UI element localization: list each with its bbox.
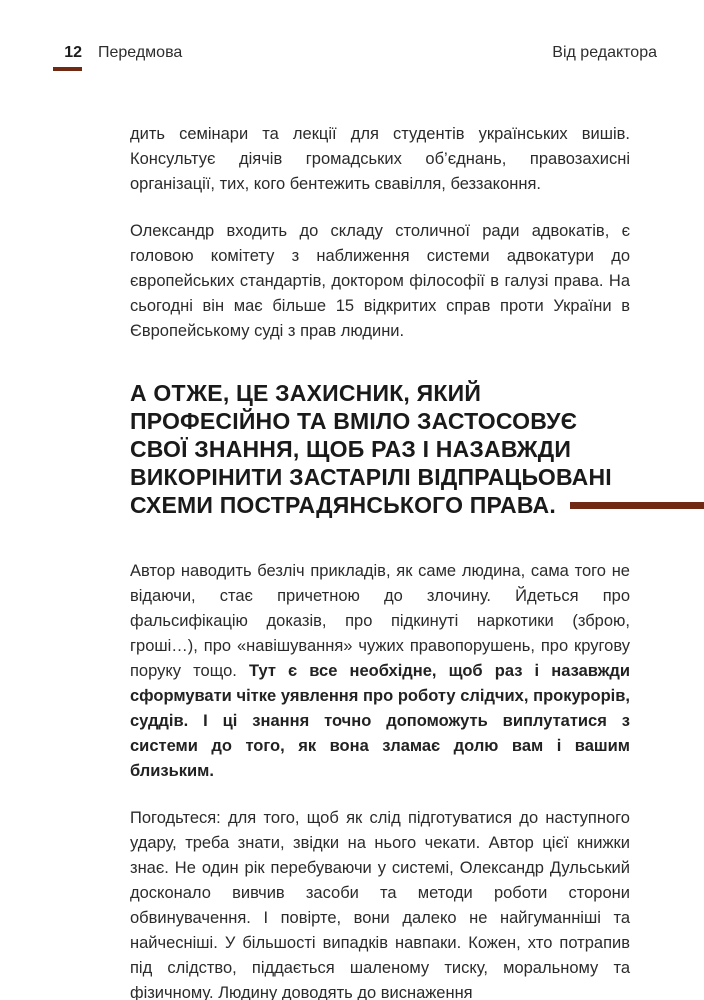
paragraph-3-regular: Автор наводить безліч прикладів, як саме людина, сама того не відаючи, стає причетною до злочину. Йдеться про фальсифікацію доказів, про підкинуті наркотики (зброю, гроші…), про «навішування» чужих правопорушень, про кругову поруку тощо. [130, 562, 630, 680]
paragraph-3-bold: Тут є все необхідне, щоб раз і назавжди сформувати чітке уявлення про роботу слідчих, прокурорів, суддів. І ці знання точно допоможуть виплутатися з системи до того, як вона зламає долю вам і вашим близьким. [130, 662, 631, 780]
pull-quote-line: СВОЇ ЗНАННЯ, ЩОБ РАЗ І НАЗАВЖДИ [130, 436, 572, 462]
accent-rule [570, 502, 704, 509]
page-number [53, 44, 82, 71]
pull-quote-line: ПРОФЕСІЙНО ТА ВМІЛО ЗАСТОСОВУЄ [130, 408, 578, 434]
paragraph-2: Олександр входить до складу столичної ради адвокатів, є головою комітету з наближення системи адвокатури до європейських стандартів, доктором філософії в галузі права. На сьогодні він має більше 15 відкритих справ проти України в Європейському суді з прав людини. [130, 222, 630, 340]
pull-quote-line: А ОТЖЕ, ЦЕ ЗАХИСНИК, ЯКИЙ [130, 380, 482, 406]
paragraph-1: дить семінари та лекції для студентів українських вишів. Консультує діячів громадських об’єднань, правозахисні організації, тих, кого бентежить свавілля, беззаконня. [130, 125, 630, 193]
paragraph-3 [130, 559, 630, 784]
pull-quote-last-line [130, 491, 630, 519]
pull-quote-line: ВИКОРІНИТИ ЗАСТАРІЛІ ВІДПРАЦЬОВАНІ [130, 464, 612, 490]
page-content [130, 0, 630, 1000]
page-number-value: 12 [64, 44, 82, 61]
pull-quote-line: СХЕМИ ПОСТРАДЯНСЬКОГО ПРАВА. [130, 492, 556, 518]
running-title-right: Від редактора [552, 44, 657, 61]
pull-quote-heading [130, 379, 630, 519]
running-title-left: Передмова [98, 44, 183, 61]
paragraph-4: Погодьтеся: для того, щоб як слід підготуватися до наступного удару, треба знати, звідки на нього чекати. Автор цієї книжки знає. Не один рік перебуваючи у системі, Олександр Дульський досконало вивчив засоби та методи роботи сторони обвинувачення. І повірте, вони далеко не найгуманніші та найчесніші. У більшості випадків навпаки. Кожен, хто потрапив під слідство, піддається шаленому тиску, моральному та фізичному. Людину доводять до виснаження [130, 809, 630, 1000]
